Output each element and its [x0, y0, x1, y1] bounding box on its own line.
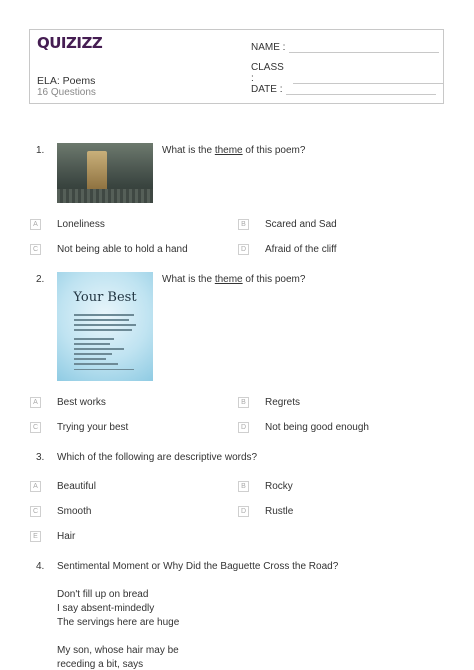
- option-text: Rustle: [265, 506, 294, 517]
- question-text-underlined: theme: [214, 274, 243, 285]
- option-letter: A: [30, 219, 41, 230]
- option-letter: B: [238, 481, 249, 492]
- option-letter: E: [30, 531, 41, 542]
- name-label: NAME :: [251, 42, 286, 53]
- question-count: 16 Questions: [37, 87, 96, 98]
- image-text-line: [74, 363, 118, 365]
- question-text: Sentimental Moment or Why Did the Baguette Cross the Road?: [57, 561, 339, 572]
- question-text: [162, 274, 305, 285]
- option-text: Regrets: [265, 397, 301, 408]
- option-b[interactable]: [238, 481, 293, 492]
- question-text: [162, 145, 305, 156]
- question-number: 3.: [36, 452, 45, 463]
- option-text: Rocky: [265, 481, 293, 492]
- question-text-underlined: theme: [214, 145, 243, 156]
- option-letter: A: [30, 481, 41, 492]
- option-letter: D: [238, 244, 249, 255]
- question-number: 4.: [36, 561, 45, 572]
- option-a[interactable]: [30, 219, 105, 230]
- worksheet-title: ELA: Poems: [37, 75, 96, 87]
- option-letter: D: [238, 422, 249, 433]
- option-text: Not being good enough: [265, 422, 369, 433]
- question-1-image: [57, 143, 153, 203]
- option-d[interactable]: [238, 422, 369, 433]
- question-text: Which of the following are descriptive words?: [57, 452, 258, 463]
- option-c[interactable]: [30, 422, 128, 433]
- option-text: Smooth: [57, 506, 92, 517]
- option-a[interactable]: [30, 481, 96, 492]
- option-d[interactable]: [238, 506, 293, 517]
- date-field: [251, 83, 436, 95]
- option-b[interactable]: [238, 219, 337, 230]
- option-e[interactable]: [30, 531, 75, 542]
- name-line[interactable]: [289, 41, 439, 53]
- image-text-line: [74, 343, 110, 345]
- option-text: Beautiful: [57, 481, 96, 492]
- option-text: Trying your best: [57, 422, 129, 433]
- question-number: 1.: [36, 145, 45, 156]
- quizizz-logo: QUIZIZZ: [37, 34, 103, 52]
- question-2-image: [57, 272, 153, 381]
- option-a[interactable]: [30, 397, 106, 408]
- image-text-line: [74, 358, 106, 360]
- option-c[interactable]: [30, 506, 91, 517]
- image-text-line: [74, 319, 129, 321]
- image-text-line: [74, 314, 134, 316]
- question-text-prefix: What is the: [162, 274, 215, 285]
- option-text: Best works: [57, 397, 106, 408]
- option-letter: A: [30, 397, 41, 408]
- option-text: Scared and Sad: [265, 219, 337, 230]
- poem-line: Don't fill up on bread: [57, 589, 149, 600]
- question-number: 2.: [36, 274, 45, 285]
- image-poem-title: Your Best: [73, 290, 137, 305]
- question-text-suffix: of this poem?: [242, 274, 306, 285]
- image-text-line: [74, 338, 114, 340]
- image-text-line: [74, 324, 136, 326]
- image-text-line: [74, 369, 134, 370]
- image-text-line: [74, 348, 124, 350]
- option-c[interactable]: [30, 244, 188, 255]
- class-label: CLASS :: [251, 62, 284, 84]
- image-ground: [57, 189, 153, 203]
- worksheet-header: [29, 29, 444, 104]
- poem-line: I say absent-mindedly: [57, 603, 155, 614]
- date-label: DATE :: [251, 84, 283, 95]
- option-b[interactable]: [238, 397, 300, 408]
- option-letter: D: [238, 506, 249, 517]
- option-d[interactable]: [238, 244, 337, 255]
- option-text: Afraid of the cliff: [265, 244, 337, 255]
- image-text-line: [74, 353, 112, 355]
- question-text-suffix: of this poem?: [242, 145, 306, 156]
- class-field: [251, 62, 443, 84]
- poem-line: The servings here are huge: [57, 617, 180, 628]
- option-letter: C: [30, 422, 41, 433]
- option-letter: B: [238, 219, 249, 230]
- date-line[interactable]: [286, 83, 436, 95]
- option-letter: C: [30, 506, 41, 517]
- option-letter: B: [238, 397, 249, 408]
- option-letter: C: [30, 244, 41, 255]
- image-text-line: [74, 329, 132, 331]
- poem-line: My son, whose hair may be: [57, 645, 179, 656]
- question-text-prefix: What is the: [162, 145, 215, 156]
- poem-line: receding a bit, says: [57, 659, 144, 670]
- option-text: Hair: [57, 531, 76, 542]
- option-text: Loneliness: [57, 219, 105, 230]
- image-figure: [87, 151, 107, 191]
- name-field: [251, 41, 439, 53]
- option-text: Not being able to hold a hand: [57, 244, 188, 255]
